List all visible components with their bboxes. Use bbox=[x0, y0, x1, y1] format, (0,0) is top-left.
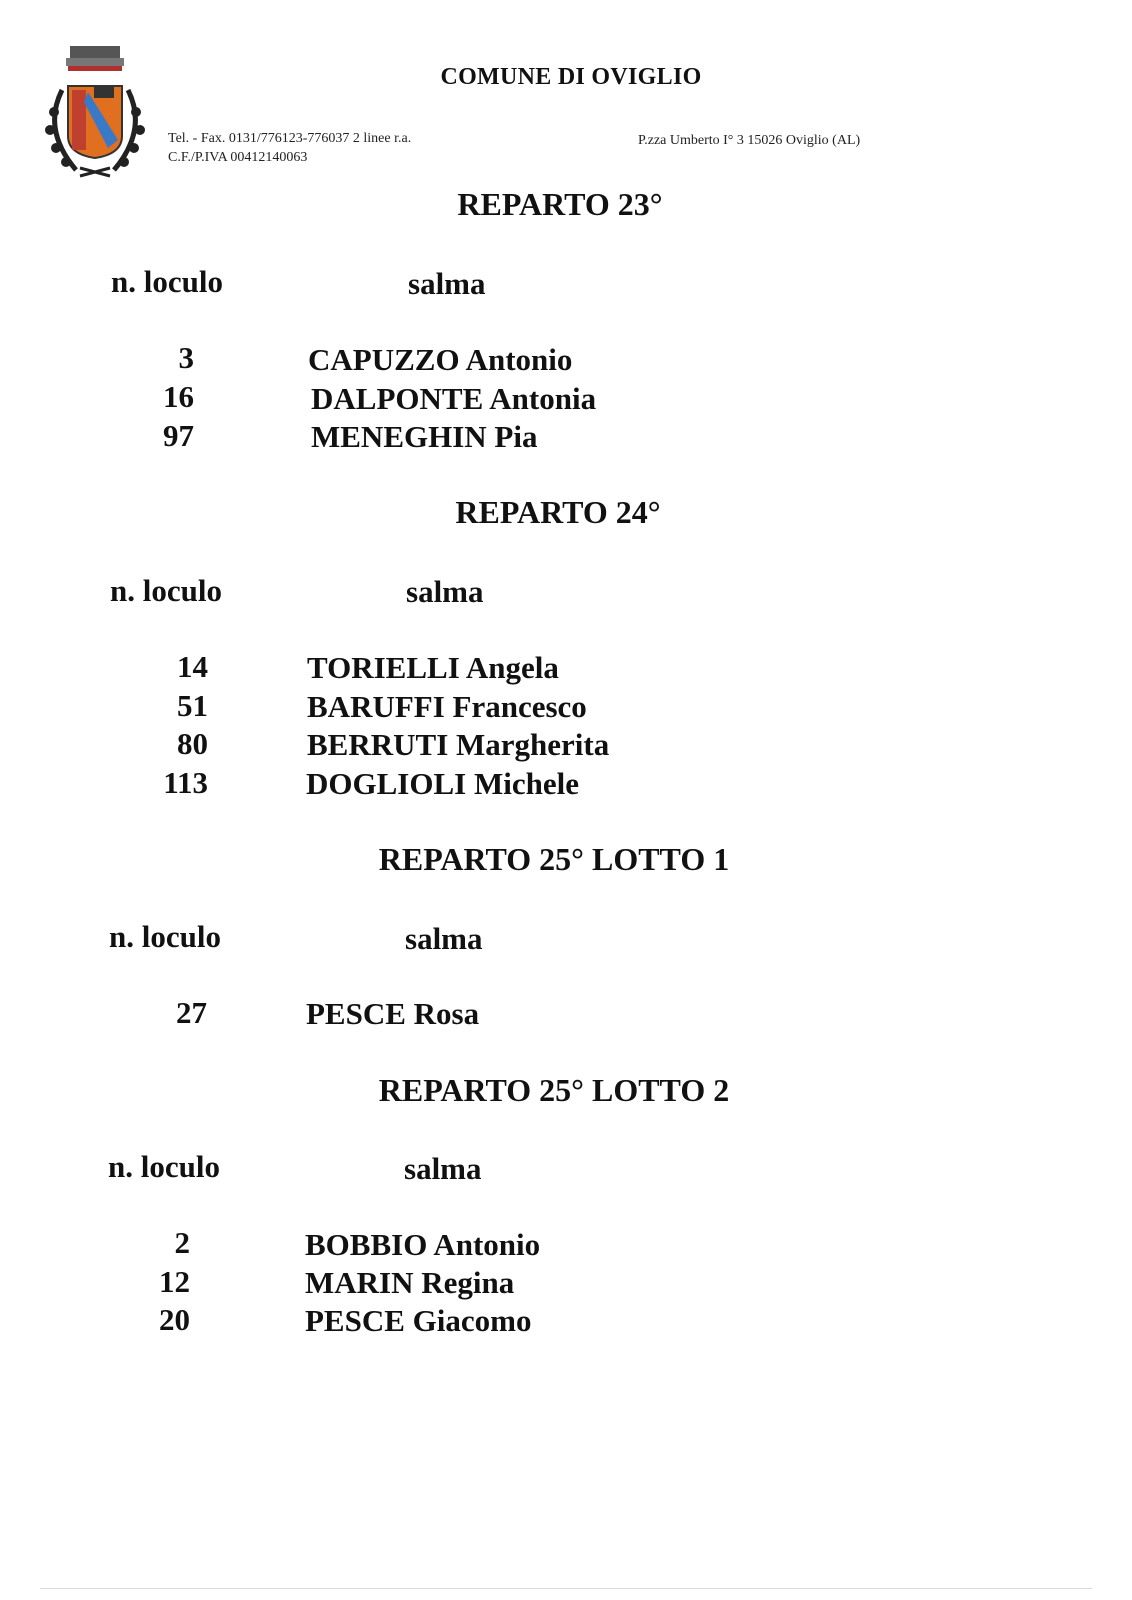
salma-name: TORIELLI Angela bbox=[307, 650, 559, 685]
salma-name: DALPONTE Antonia bbox=[311, 381, 597, 416]
loculo-number: 2 bbox=[174, 1225, 190, 1260]
column-header-salma: salma bbox=[405, 921, 483, 956]
coat-of-arms-icon bbox=[36, 40, 154, 190]
section-title: REPARTO 25° LOTTO 2 bbox=[378, 1072, 730, 1108]
salma-name: CAPUZZO Antonio bbox=[308, 342, 573, 377]
section-title: REPARTO 25° LOTTO 1 bbox=[378, 841, 730, 877]
column-header-loculo: n. loculo bbox=[108, 1149, 220, 1184]
column-header-salma: salma bbox=[408, 266, 486, 301]
loculo-number: 97 bbox=[163, 418, 194, 453]
column-header-salma: salma bbox=[406, 574, 484, 609]
loculo-number: 51 bbox=[177, 688, 208, 723]
salma-name: PESCE Rosa bbox=[306, 996, 480, 1031]
loculo-number: 113 bbox=[163, 765, 208, 800]
loculo-number: 27 bbox=[176, 995, 207, 1030]
column-header-salma: salma bbox=[404, 1151, 482, 1186]
column-header-loculo: n. loculo bbox=[109, 919, 221, 954]
loculo-number: 80 bbox=[177, 726, 208, 761]
loculo-number: 12 bbox=[159, 1264, 190, 1299]
salma-name: MARIN Regina bbox=[305, 1265, 515, 1300]
salma-name: PESCE Giacomo bbox=[305, 1303, 532, 1338]
section-title: REPARTO 23° bbox=[457, 186, 663, 222]
section-title: REPARTO 24° bbox=[455, 494, 661, 530]
town-title: COMUNE DI OVIGLIO bbox=[440, 64, 702, 90]
column-header-loculo: n. loculo bbox=[111, 264, 223, 299]
loculo-number: 3 bbox=[178, 340, 194, 375]
loculo-number: 14 bbox=[177, 649, 208, 684]
salma-name: BOBBIO Antonio bbox=[305, 1227, 541, 1262]
phone-line: Tel. - Fax. 0131/776123-776037 2 linee r.a. bbox=[168, 131, 412, 146]
salma-name: BERRUTI Margherita bbox=[307, 727, 610, 762]
salma-name: MENEGHIN Pia bbox=[311, 419, 538, 454]
page-bottom-edge bbox=[40, 1588, 1092, 1589]
loculo-number: 20 bbox=[159, 1302, 190, 1337]
salma-name: BARUFFI Francesco bbox=[307, 689, 587, 724]
loculo-number: 16 bbox=[163, 379, 194, 414]
vat-line: C.F./P.IVA 00412140063 bbox=[168, 150, 308, 165]
address-line: P.zza Umberto I° 3 15026 Oviglio (AL) bbox=[638, 133, 861, 148]
column-header-loculo: n. loculo bbox=[110, 573, 222, 608]
salma-name: DOGLIOLI Michele bbox=[306, 766, 579, 801]
